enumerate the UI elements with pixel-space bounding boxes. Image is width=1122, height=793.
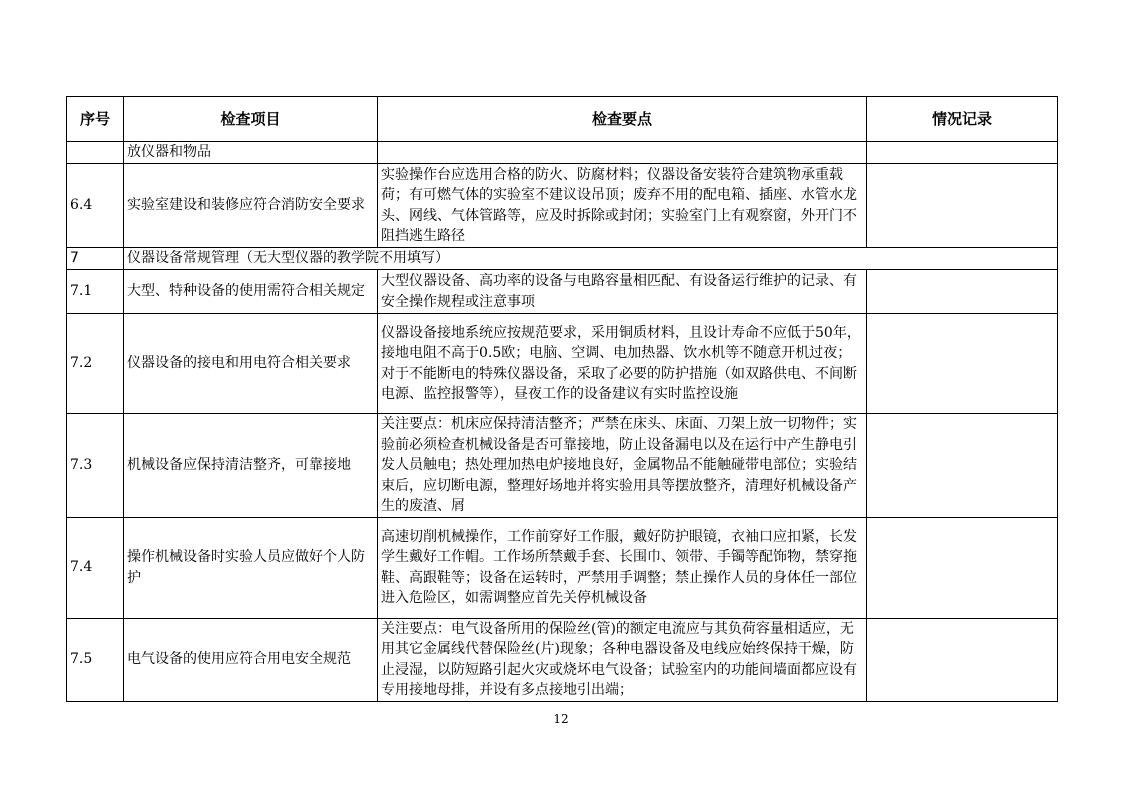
header-record: 情况记录: [867, 97, 1058, 142]
row-points: 高速切削机械操作，工作前穿好工作服，戴好防护眼镜，衣袖口应扣紧，长发学生戴好工作帽。工作场所禁戴手套、长围巾、领带、手镯等配饰物，禁穿拖鞋、高跟鞋等；设备在运转时，严禁用手调整；禁止操作人员的身体任一部位进入危险区，如需调整应首先关停机械设备: [378, 517, 867, 618]
row-item: 大型、特种设备的使用需符合相关规定: [124, 270, 378, 314]
row-points: [378, 142, 867, 164]
row-num: 6.4: [67, 164, 124, 248]
inspection-table: [66, 96, 1058, 702]
row-record: [867, 164, 1058, 248]
row-num: 7.2: [67, 314, 124, 414]
section-row: [67, 248, 1058, 270]
row-record: [867, 517, 1058, 618]
row-num: 7.4: [67, 517, 124, 618]
row-record: [867, 142, 1058, 164]
row-points: 实验操作台应选用合格的防火、防腐材料；仪器设备安装符合建筑物承重载荷；有可燃气体的实验室不建议设吊顶；废弃不用的配电箱、插座、水管水龙头、网线、气体管路等，应及时拆除或封闭；实验室门上有观察窗，外开门不阻挡逃生路径: [378, 164, 867, 248]
row-item: 实验室建设和装修应符合消防安全要求: [124, 164, 378, 248]
row-record: [867, 314, 1058, 414]
row-num: [67, 142, 124, 164]
row-item: 仪器设备的接电和用电符合相关要求: [124, 314, 378, 414]
table-row: [67, 618, 1058, 701]
table-row: [67, 270, 1058, 314]
row-item: 放仪器和物品: [124, 142, 378, 164]
table-header-row: [67, 97, 1058, 142]
row-num: 7.1: [67, 270, 124, 314]
row-record: [867, 618, 1058, 701]
header-points: 检查要点: [378, 97, 867, 142]
row-points: 关注要点：机床应保持清洁整齐；严禁在床头、床面、刀架上放一切物件；实验前必须检查机械设备是否可靠接地，防止设备漏电以及在运行中产生静电引发人员触电；热处理加热电炉接地良好，金属物品不能触碰带电部位；实验结束后，应切断电源，整理好场地并将实验用具等摆放整齐，清理好机械设备产生的废渣、屑: [378, 414, 867, 518]
header-num: 序号: [67, 97, 124, 142]
row-record: [867, 270, 1058, 314]
page-number: 12: [553, 712, 569, 726]
row-item: 机械设备应保持清洁整齐，可靠接地: [124, 414, 378, 518]
row-num: 7.5: [67, 618, 124, 701]
table-row: [67, 414, 1058, 518]
row-num: 7.3: [67, 414, 124, 518]
row-points: 仪器设备接地系统应按规范要求，采用铜质材料，且设计寿命不应低于50年，接地电阻不高于0.5欧；电脑、空调、电加热器、饮水机等不随意开机过夜；对于不能断电的特殊仪器设备，采取了必要的防护措施（如双路供电、不间断电源、监控报警等），昼夜工作的设备建议有实时监控设施: [378, 314, 867, 414]
header-item: 检查项目: [124, 97, 378, 142]
section-num: 7: [67, 248, 124, 270]
table-row: [67, 142, 1058, 164]
table-row: [67, 517, 1058, 618]
row-record: [867, 414, 1058, 518]
row-points: 大型仪器设备、高功率的设备与电路容量相匹配、有设备运行维护的记录、有安全操作规程或注意事项: [378, 270, 867, 314]
row-points: 关注要点：电气设备所用的保险丝(管)的额定电流应与其负荷容量相适应，无用其它金属线代替保险丝(片)现象；各种电器设备及电线应始终保持干燥，防止浸湿，以防短路引起火灾或烧坏电气设备；试验室内的功能间墙面都应设有专用接地母排，并设有多点接地引出端；: [378, 618, 867, 701]
row-item: 电气设备的使用应符合用电安全规范: [124, 618, 378, 701]
section-title: 仪器设备常规管理（无大型仪器的教学院不用填写）: [124, 248, 1058, 270]
table-row: [67, 164, 1058, 248]
table-row: [67, 314, 1058, 414]
row-item: 操作机械设备时实验人员应做好个人防护: [124, 517, 378, 618]
